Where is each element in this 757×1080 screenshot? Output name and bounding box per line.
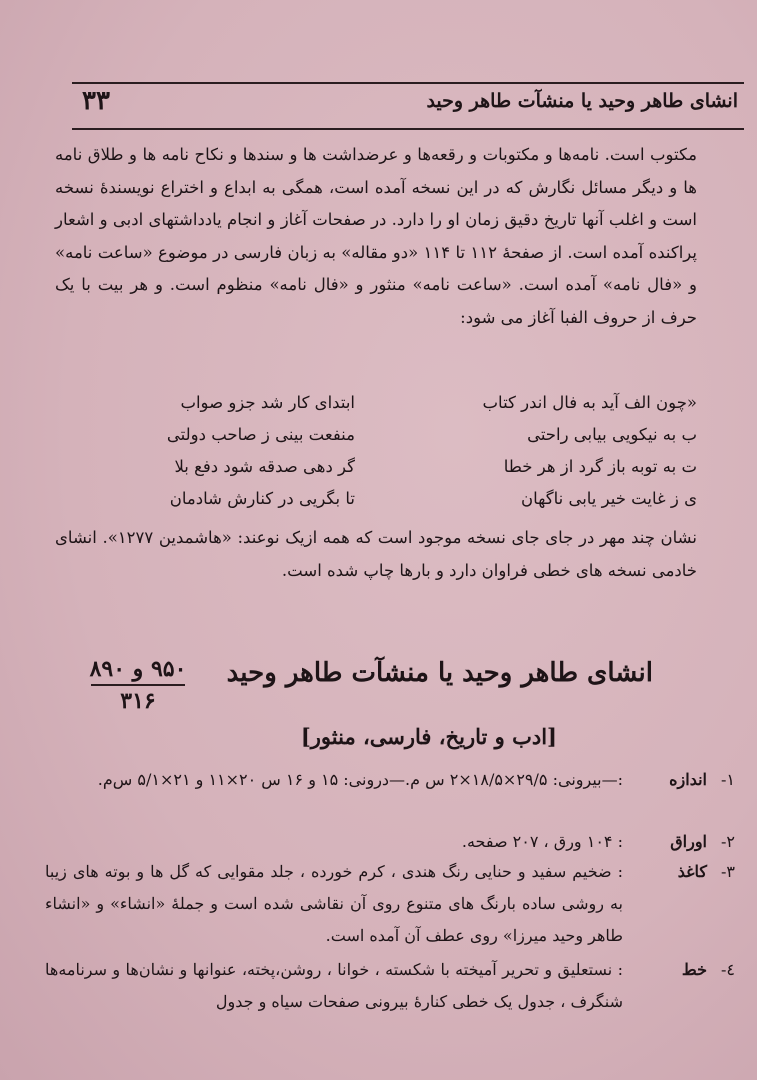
item-number: ٤-	[721, 960, 735, 979]
shelf-mark-bottom: ۳۱۶	[120, 688, 156, 714]
item-text: : ضخیم سفید و حنایی رنگ هندی ، کرم خورده ، جلد مقوایی که گل ها و بوته های زیبا به روشی ساده بارنگ های متنوع روی آن نقاشی شده است و جملهٔ «انشاء» و «انشاء طاهر وحید میرزا» روی عطف آن آمده است.	[45, 862, 623, 945]
catalog-item	[45, 764, 735, 796]
running-header	[72, 82, 744, 130]
verse-hemistich: ی ز غایت خیر یابی ناگهان	[520, 489, 697, 508]
verse-row	[55, 393, 697, 425]
section-title: انشای طاهر وحید یا منشآت طاهر وحید	[226, 658, 653, 688]
verse-row	[55, 457, 697, 489]
verse-hemistich: گر دهی صدقه شود دفع بلا	[174, 457, 355, 476]
catalog-item	[45, 856, 735, 952]
catalog-item	[45, 826, 735, 858]
verse-hemistich: «چون الف آید به فال اندر کتاب	[482, 393, 697, 412]
shelf-mark-top: ۹۵۰ و ۸۹۰	[89, 656, 187, 682]
shelf-mark	[88, 654, 188, 716]
body-paragraph: نشان چند مهر در جای جای نسخه موجود است که همه ازیک نوعند: «هاشمدین ۱۲۷۷». انشای خادمی نسخه های خطی فراوان دارد و بارها چاپ شده است.	[55, 528, 697, 580]
item-label: کاغذ	[677, 862, 707, 881]
running-title: انشای طاهر وحید یا منشآت طاهر وحید	[426, 90, 738, 112]
section-subtitle: [ادب و تاریخ، فارسی، منثور]	[300, 724, 557, 749]
body-paragraph: مکتوب است. نامه‌ها و مکتوبات و رقعه‌ها و عرضداشت ها و سندها و نکاح نامه ها و طلاق نامه ها و دیگر مسائل نگارش که در این نسخه آمده است، همگی به ابداع و اختراع نویسنده‌ٔ نسخه است و اغلب آنها تاریخ دقیق زمان او را دارد. در صفحات آغاز و انجام یادداشتهای ادبی و اشعار پراکنده آمده است. از صفحهٔ ۱۱۲ تا ۱۱۴ «دو مقاله» به زبان فارسی در موضوع «ساعت نامه» و «فال نامه» آمده است. «ساعت نامه» منثور و «فال نامه» منظوم است. و هر بیت با یک حرف از حروف الفبا آغاز می شود:	[55, 145, 697, 327]
verse-hemistich: ب به نیکویی بیابی راحتی	[527, 425, 697, 444]
verse-hemistich: ابتدای کار شد جزو صواب	[180, 393, 355, 412]
item-text: : ۱۰۴ ورق ، ۲۰۷ صفحه.	[461, 832, 623, 851]
item-text: :—بیرونی: ۲۹/۵×۱۸/۵×۲ س م.—درونی: ۱۵ و ۱۶ س ۲۰×۱۱ و ۲۱×۵/۱ س‌م.	[97, 770, 623, 789]
verse-row	[55, 489, 697, 521]
verse-hemistich: ت به توبه باز گرد از هر خطا	[503, 457, 697, 476]
verse-row	[55, 425, 697, 457]
item-label: اندازه	[669, 770, 707, 789]
verse-hemistich: تا بگریی در کنارش شادمان	[169, 489, 355, 508]
item-number: ۲-	[721, 832, 735, 851]
item-label: خط	[681, 960, 707, 979]
item-number: ۳-	[721, 862, 735, 881]
item-number: ۱-	[721, 770, 735, 789]
item-text: : نستعلیق و تحریر آمیخته با شکسته ، خوانا ، روشن،پخته، عنوانها و نشان‌ها و سرنامه‌ها شنگرف ، جدول یک خطی کنارهٔ بیرونی صفحات سیاه و جدول	[45, 960, 623, 1011]
catalog-item	[45, 954, 735, 1018]
item-label: اوراق	[670, 832, 707, 851]
verse-hemistich: منفعت بینی ز صاحب دولتی	[166, 425, 355, 444]
page-number: ۳۳	[82, 86, 110, 116]
